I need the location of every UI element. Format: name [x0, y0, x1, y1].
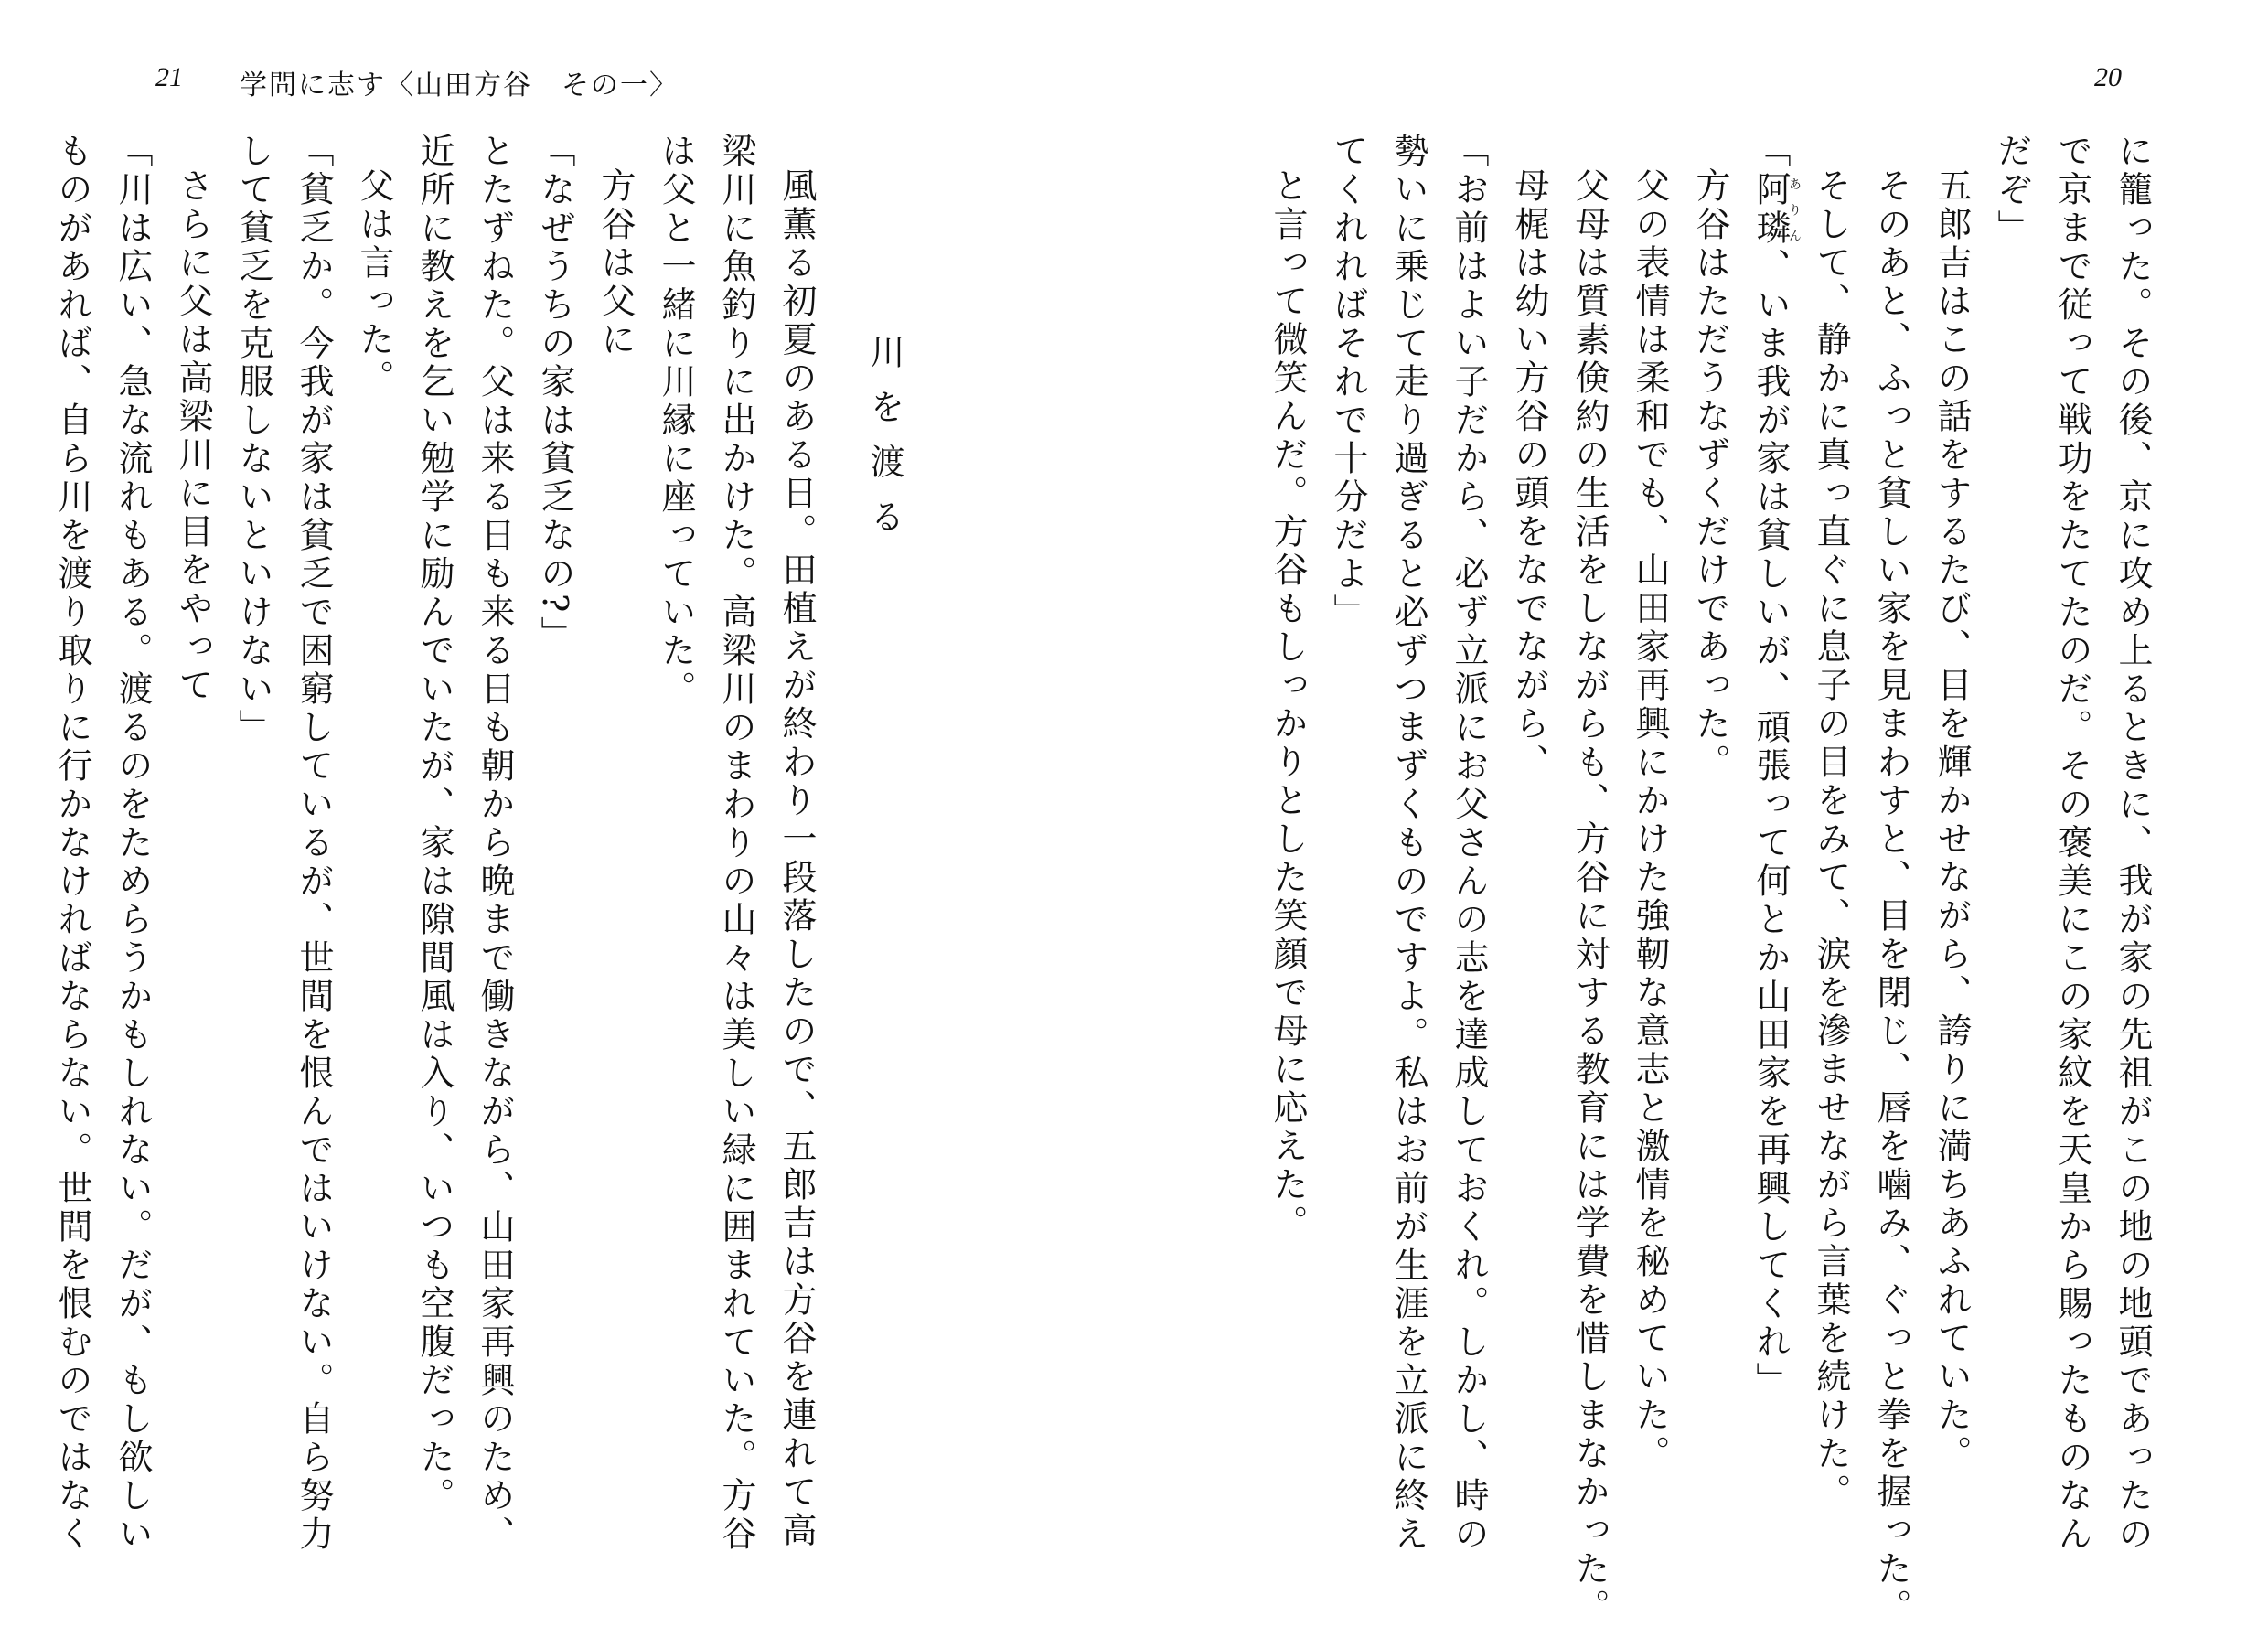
text-line: 五郎吉はこの話をするたび、目を輝かせながら、誇りに満ちあふれていた。: [1931, 167, 1972, 1473]
text-line: 「川は広い、急な流れもある。渡るのをためらうかもしれない。だが、もし欲しい: [112, 133, 153, 1554]
text-line: てくれればそれで十分だよ」: [1328, 133, 1368, 632]
text-line: 「貧乏か。今我が家は貧乏で困窮しているが、世間を恨んではいけない。自ら努力: [294, 133, 334, 1554]
text-line: だぞ」: [1992, 133, 2032, 248]
text-line: 「なぜうちの家は貧乏なの?」: [535, 133, 575, 655]
text-line: さらに父は高梁川に目をやって: [173, 167, 213, 705]
text-line: 「お前はよい子だから、必ず立派にお父さんの志を達成しておくれ。しかし、時の: [1449, 133, 1489, 1554]
text-line: 父母は質素倹約の生活をしながらも、方谷に対する教育には学費を惜しまなかった。: [1569, 167, 1610, 1627]
running-title: 学問に志す〈山田方谷 その一〉: [240, 70, 679, 102]
section-heading: 川を渡る: [864, 334, 904, 553]
text-line: は父と一緒に川縁に座っていた。: [656, 133, 696, 709]
text-line: に籠った。その後、京に攻め上るときに、我が家の先祖がこの地の地頭であったの: [2113, 133, 2153, 1554]
ruby-reading: ありん: [1787, 171, 1802, 248]
ruby-line-rest: 、いま我が家は貧しいが、頑張って何とか山田家を再興してくれ」: [1750, 248, 1791, 1400]
text-line: ものがあれば、自ら川を渡り取りに行かなければならない。世間を恨むのではなく: [52, 133, 92, 1554]
text-line: で京まで従って戦功をたてたのだ。その褒美にこの家紋を天皇から賜ったものなん: [2052, 133, 2092, 1554]
text-line: 母梶は幼い方谷の頭をなでながら、: [1509, 167, 1549, 782]
right-page: [1268, 133, 2163, 1627]
ruby-base: 阿璘: [1750, 171, 1791, 248]
ruby-name: [1750, 171, 1802, 248]
text-line: 梁川に魚釣りに出かけた。高梁川のまわりの山々は美しい緑に囲まれていた。方谷: [716, 133, 756, 1554]
text-line: 方谷は父に: [595, 167, 636, 359]
text-line: 勢いに乗じて走り過ぎると必ずつまずくものですよ。私はお前が生涯を立派に終え: [1388, 133, 1428, 1554]
text-line: 父は言った。: [354, 167, 394, 398]
left-page: [52, 133, 942, 1554]
text-line: して貧乏を克服しないといけない」: [233, 133, 273, 747]
text-line: そのあと、ふっと貧しい家を見まわすと、目を閉じ、唇を噛み、ぐっと拳を握った。: [1871, 167, 1911, 1627]
left-page-number: 21: [155, 62, 183, 92]
text-line: と言って微笑んだ。方谷もしっかりとした笑顔で母に応えた。: [1268, 167, 1308, 1243]
left-page-body: [52, 133, 942, 1554]
text-line: 父の表情は柔和でも、山田家再興にかけた強靭な意志と激情を秘めていた。: [1630, 167, 1670, 1473]
text-line: 風薫る初夏のある日。田植えが終わり一段落したので、五郎吉は方谷を連れて高: [776, 167, 817, 1550]
text-line: 方谷はただうなずくだけであった。: [1690, 167, 1730, 782]
quote-open: 「: [1750, 133, 1791, 171]
text-line-with-ruby: [1740, 133, 1801, 1495]
right-page-body: [1268, 133, 2163, 1627]
right-page-number: 20: [2094, 62, 2122, 92]
text-line: 近所に教えを乞い勉学に励んでいたが、家は隙間風は入り、いつも空腹だった。: [414, 133, 455, 1515]
text-line: そして、静かに真っ直ぐに息子の目をみて、涙を滲ませながら言葉を続けた。: [1811, 167, 1851, 1512]
text-line: とたずねた。父は来る日も来る日も朝から晩まで働きながら、山田家再興のため、: [475, 133, 515, 1554]
